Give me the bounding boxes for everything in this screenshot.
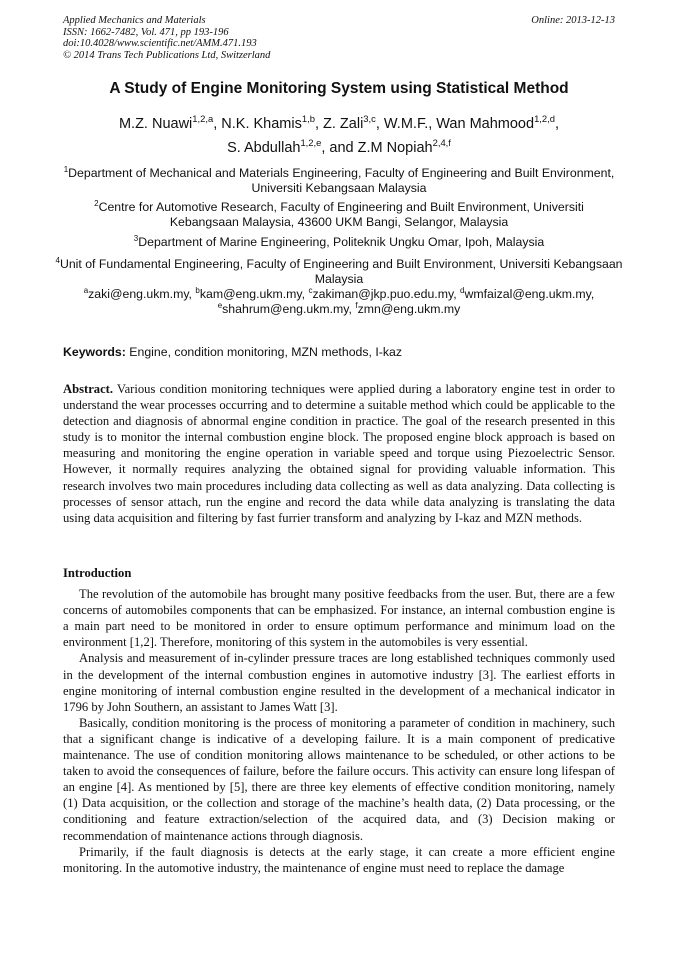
author-sup: 1,b <box>301 113 315 125</box>
author-name: S. Abdullah <box>227 140 301 156</box>
online-date: Online: 2013-12-13 <box>531 15 615 26</box>
aff-sup: 3 <box>133 233 139 243</box>
abstract <box>63 381 615 526</box>
email-sup: a <box>83 285 89 295</box>
journal-name: Applied Mechanics and Materials <box>63 15 206 26</box>
author-sep: , and <box>321 140 358 156</box>
email-sup: c <box>308 285 313 295</box>
keywords-text: Engine, condition monitoring, MZN methods, I-kaz <box>125 345 402 359</box>
affiliation-2 <box>40 200 638 230</box>
author-name: W.M.F., Wan Mahmood <box>383 116 535 132</box>
journal-header <box>63 15 270 61</box>
email[interactable]: zaki@eng.ukm.my, <box>88 287 196 301</box>
keywords-label: Keywords: <box>63 345 126 359</box>
author-sep: , <box>314 116 324 132</box>
paragraph: Primarily, if the fault diagnosis is detects at the early stage, it can create a more efficient engine monitoring. In the automotive industry, the maintenance of engine must need to replace the damage <box>63 844 615 875</box>
abstract-text: Various condition monitoring techniques were applied during a laboratory engine test in order to understand the wear processes occurring and to determine a suitable method which could be applicable to the detection and diagnosis of abnormal engine condition in practice. The goal of the research presented in this study is to monitor the internal combustion engine block. The proposed engine block approach is based on measuring and monitoring the engine operation in variable speed and torque using Piezoelectric Sensor. However, it normally requires analyzing the obtained signal for providing valuable information. This research involves two main procedures including data collecting as well as data analyzing. Data collecting is processes of sensor attach, run the engine and record the data while data analyzing is translating the data using data acquisition and filtering by fast furrier transform and analyzing by I-kaz and MZN methods. <box>63 382 615 525</box>
author-sup: 2,4,f <box>432 137 451 149</box>
paragraph: Analysis and measurement of in-cylinder pressure traces are long established techniques commonly used in the development of the internal combustion engines in automotive industry [3]. The earliest efforts in engine monitoring of internal combustion engine resulted in the development of a mechanical indicator in 1796 by John Southern, an assistant to James Watt [3]. <box>63 651 615 714</box>
author-name: Z. Zali <box>323 116 364 132</box>
keywords <box>63 345 402 359</box>
paragraph: Basically, condition monitoring is the process of monitoring a parameter of condition in machinery, such that a significant change is indicative of a developing failure. It is a main component of predicative maintenance. The use of condition monitoring allows maintenance to be scheduled, or other actions to be taken to avoid the consequences of failure, before the failure occurs. This activity can ensure long lifespan of an engine [4]. As mentioned by [5], there are three key elements of effective condition monitoring, namely (1) Data acquisition, or the collection and storage of the machine’s health data, (2) Data processing, or the conditioning and feature extraction/selection of the acquired data, and (3) Decision making or recommendation of maintenance actions through diagnosis. <box>63 715 615 843</box>
author-name: Z.M Nopiah <box>357 140 433 156</box>
abstract-label: Abstract. <box>63 382 114 396</box>
email-sup: f <box>355 300 358 310</box>
author-name: M.Z. Nuawi <box>118 116 193 132</box>
doi: doi:10.4028/www.scientific.net/AMM.471.193 <box>63 38 257 49</box>
author-sup: 3,c <box>363 113 376 125</box>
aff-sup: 1 <box>63 164 69 174</box>
email-list <box>40 287 638 317</box>
email-sup: d <box>460 285 465 295</box>
aff-sup: 2 <box>94 198 99 208</box>
author-sep: , <box>213 116 222 132</box>
introduction-section <box>63 565 615 876</box>
email-sup: e <box>217 300 223 310</box>
email[interactable]: wmfaizal@eng.ukm.my, <box>464 287 595 301</box>
paper-title: A Study of Engine Monitoring System using Statistical Method <box>109 80 569 97</box>
affiliation-4 <box>40 257 638 287</box>
author-list <box>40 112 638 160</box>
email-sup: b <box>195 285 200 295</box>
author-sup: 1,2,d <box>534 113 555 125</box>
author-sup: 1,2,e <box>300 137 322 149</box>
author-sep: , <box>375 116 384 132</box>
section-heading: Introduction <box>63 566 132 580</box>
aff-text: Unit of Fundamental Engineering, Faculty of Engineering and Built Environment, Universiti Kebangsaan Malaysia <box>59 257 623 286</box>
email[interactable]: zmn@eng.ukm.my <box>357 302 461 316</box>
author-sup: 1,2,a <box>192 113 214 125</box>
paragraph: The revolution of the automobile has brought many positive feedbacks from the user. But, there are a few concerns of automobiles components that can be emphasized. For instance, an internal combustion engine is a main part need to be monitored in order to ensure optimum performance and minimum load on the environment [1,2]. Therefore, monitoring of this system in the automobiles is very essential. <box>63 587 615 650</box>
email[interactable]: zakiman@jkp.puo.edu.my, <box>312 287 461 301</box>
copyright: © 2014 Trans Tech Publications Ltd, Switzerland <box>63 49 271 61</box>
email[interactable]: shahrum@eng.ukm.my, <box>222 302 356 316</box>
aff-text: Centre for Automotive Research, Faculty of Engineering and Built Environment, Universiti Kebangsaan Malaysia, 43600 UKM Bangi, Selangor, Malaysia <box>98 200 584 229</box>
aff-text: Department of Mechanical and Materials Engineering, Faculty of Engineering and Built Environment, Universiti Kebangsaan Malaysia <box>68 166 615 195</box>
email[interactable]: kam@eng.ukm.my, <box>199 287 309 301</box>
aff-text: Department of Marine Engineering, Politeknik Ungku Omar, Ipoh, Malaysia <box>138 235 545 249</box>
author-sep: , <box>554 116 560 132</box>
affiliation-1 <box>40 166 638 196</box>
aff-sup: 4 <box>55 255 60 265</box>
author-name: N.K. Khamis <box>221 116 302 132</box>
affiliation-3 <box>40 235 638 250</box>
issn: ISSN: 1662-7482, Vol. 471, pp 193-196 <box>63 26 229 38</box>
